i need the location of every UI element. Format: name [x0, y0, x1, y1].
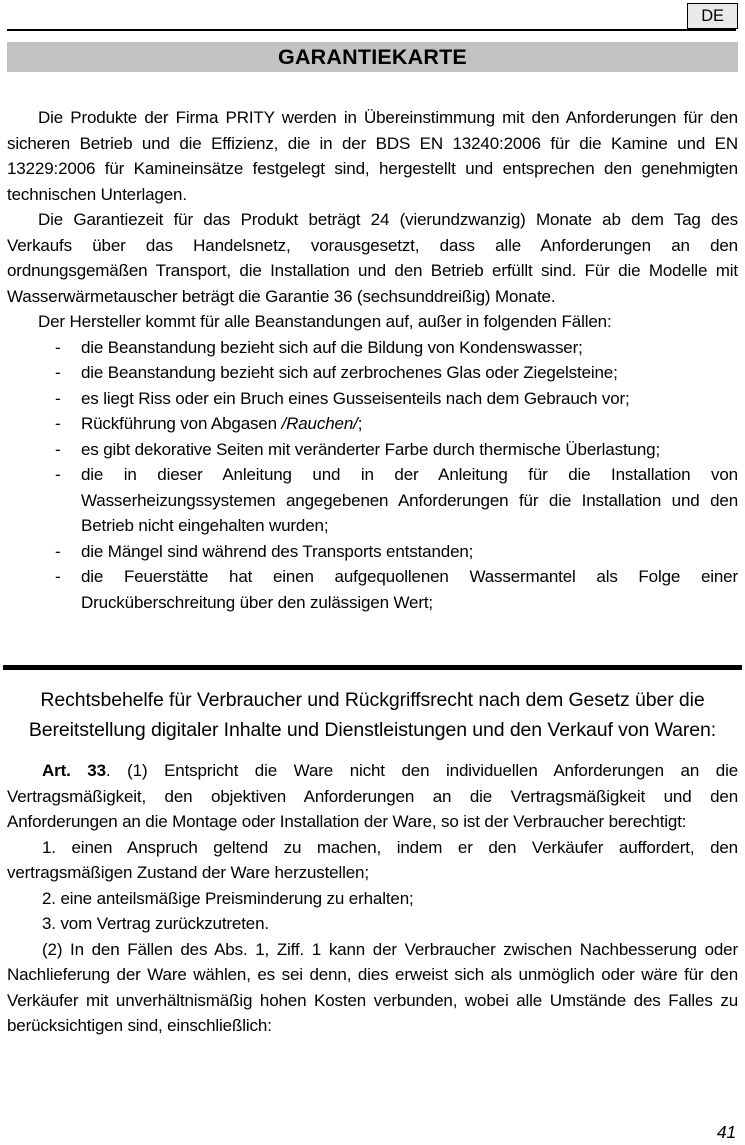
legal-section-heading: Rechtsbehelfe für Verbraucher und Rückgriffsrecht nach dem Gesetz über die Bereitstellung digitaler Inhalte und Dienstleistungen und den Verkauf von Waren:	[28, 689, 717, 741]
list-item-text-post: ;	[357, 414, 363, 433]
list-item-text: es liegt Riss oder ein Bruch eines Gusseisenteils nach dem Gebrauch vor;	[81, 388, 630, 408]
legal-section	[7, 758, 738, 1039]
legal-item-3: 3. vom Vertrag zurückzutreten.	[42, 914, 269, 933]
list-item	[7, 411, 738, 437]
exclusion-list	[7, 335, 738, 616]
list-dash-marker: -	[55, 337, 61, 357]
section-divider	[3, 665, 742, 670]
list-item-text: die Feuerstätte hat einen aufgequollenen Wassermantel als Folge einer Drucküberschreitung über den zulässigen Wert;	[81, 567, 738, 612]
list-item-text-pre: Rückführung von Abgasen	[81, 414, 282, 433]
list-item	[7, 360, 738, 386]
list-item	[7, 335, 738, 361]
list-dash-marker: -	[55, 388, 61, 408]
list-item	[7, 564, 738, 615]
list-item	[7, 437, 738, 463]
list-item-text-italic: /Rauchen/	[281, 414, 358, 433]
legal-item-2: 2. eine anteilsmäßige Preisminderung zu erhalten;	[42, 888, 414, 908]
list-item	[7, 386, 738, 412]
list-item-text: es gibt dekorative Seiten mit veränderter Farbe durch thermische Überlastung;	[81, 439, 661, 459]
article-33-label: Art. 33	[42, 761, 106, 780]
legal-item-1: 1. einen Anspruch geltend zu machen, indem er den Verkäufer auffordert, den vertragsmäßigen Zustand der Ware herzustellen;	[7, 837, 738, 882]
warranty-paragraph-2: Die Garantiezeit für das Produkt beträgt 24 (vierundzwanzig) Monate ab dem Tag des Verkaufs über das Handelsnetz, vorausgesetzt, dass alle Anforderungen an den ordnungsgemäßen Transport, die Installation und den Betrieb erfüllt sind. Für die Modelle mit Wasserwärmetauscher beträgt die Garantie 36 (sechsunddreißig) Monate.	[7, 210, 738, 306]
list-item-text: die Beanstandung bezieht sich auf die Bildung von Kondenswasser;	[81, 337, 583, 357]
list-dash-marker: -	[55, 363, 61, 382]
language-badge: DE	[687, 3, 738, 29]
article-33-paragraph	[7, 758, 738, 835]
warranty-section	[7, 105, 738, 615]
page-title: GARANTIEKARTE	[7, 42, 738, 72]
header-divider	[7, 29, 736, 31]
article-33-text: . (1) Entspricht die Ware nicht den individuellen Anforderungen an die Vertragsmäßigkeit, den objektiven Anforderungen an die Vertragsmäßigkeit und den Anforderungen an die Montage oder Installation der Ware, so ist der Verbraucher berechtigt:	[7, 761, 738, 831]
page-number: 41	[716, 1122, 736, 1142]
list-dash-marker: -	[55, 541, 61, 561]
list-dash-marker: -	[55, 567, 61, 586]
list-item	[7, 539, 738, 565]
warranty-paragraph-3: Der Hersteller kommt für alle Beanstandungen auf, außer in folgenden Fällen:	[38, 312, 612, 331]
list-dash-marker: -	[55, 414, 61, 433]
list-item-text: die Beanstandung bezieht sich auf zerbrochenes Glas oder Ziegelsteine;	[81, 363, 618, 382]
list-item-text: die Mängel sind während des Transports entstanden;	[81, 541, 474, 561]
list-item-text	[81, 414, 362, 433]
warranty-paragraph-1: Die Produkte der Firma PRITY werden in Übereinstimmung mit den Anforderungen für den sicheren Betrieb und die Effizienz, die in der BDS EN 13240:2006 für die Kamine und EN 13229:2006 für Kamineinsätze festgelegt sind, hergestellt und entsprechen den genehmigten technischen Unterlagen.	[7, 108, 738, 204]
list-item-text: die in dieser Anleitung und in der Anleitung für die Installation von Wasserheizungssystemen angegebenen Anforderungen für die Installation und den Betrieb nicht eingehalten wurden;	[81, 465, 738, 535]
list-item	[7, 462, 738, 539]
list-dash-marker: -	[55, 439, 61, 459]
list-dash-marker: -	[55, 465, 61, 484]
legal-paragraph-abs2: (2) In den Fällen des Abs. 1, Ziff. 1 kann der Verbraucher zwischen Nachbesserung oder Nachlieferung der Ware wählen, es sei denn, dies erweist sich als unmöglich oder wäre für den Verkäufer mit unverhältnismäßig hohen Kosten verbunden, wobei alle Umstände des Falles zu berücksichtigen sind, einschließlich:	[7, 939, 738, 1035]
page-header	[7, 0, 738, 31]
